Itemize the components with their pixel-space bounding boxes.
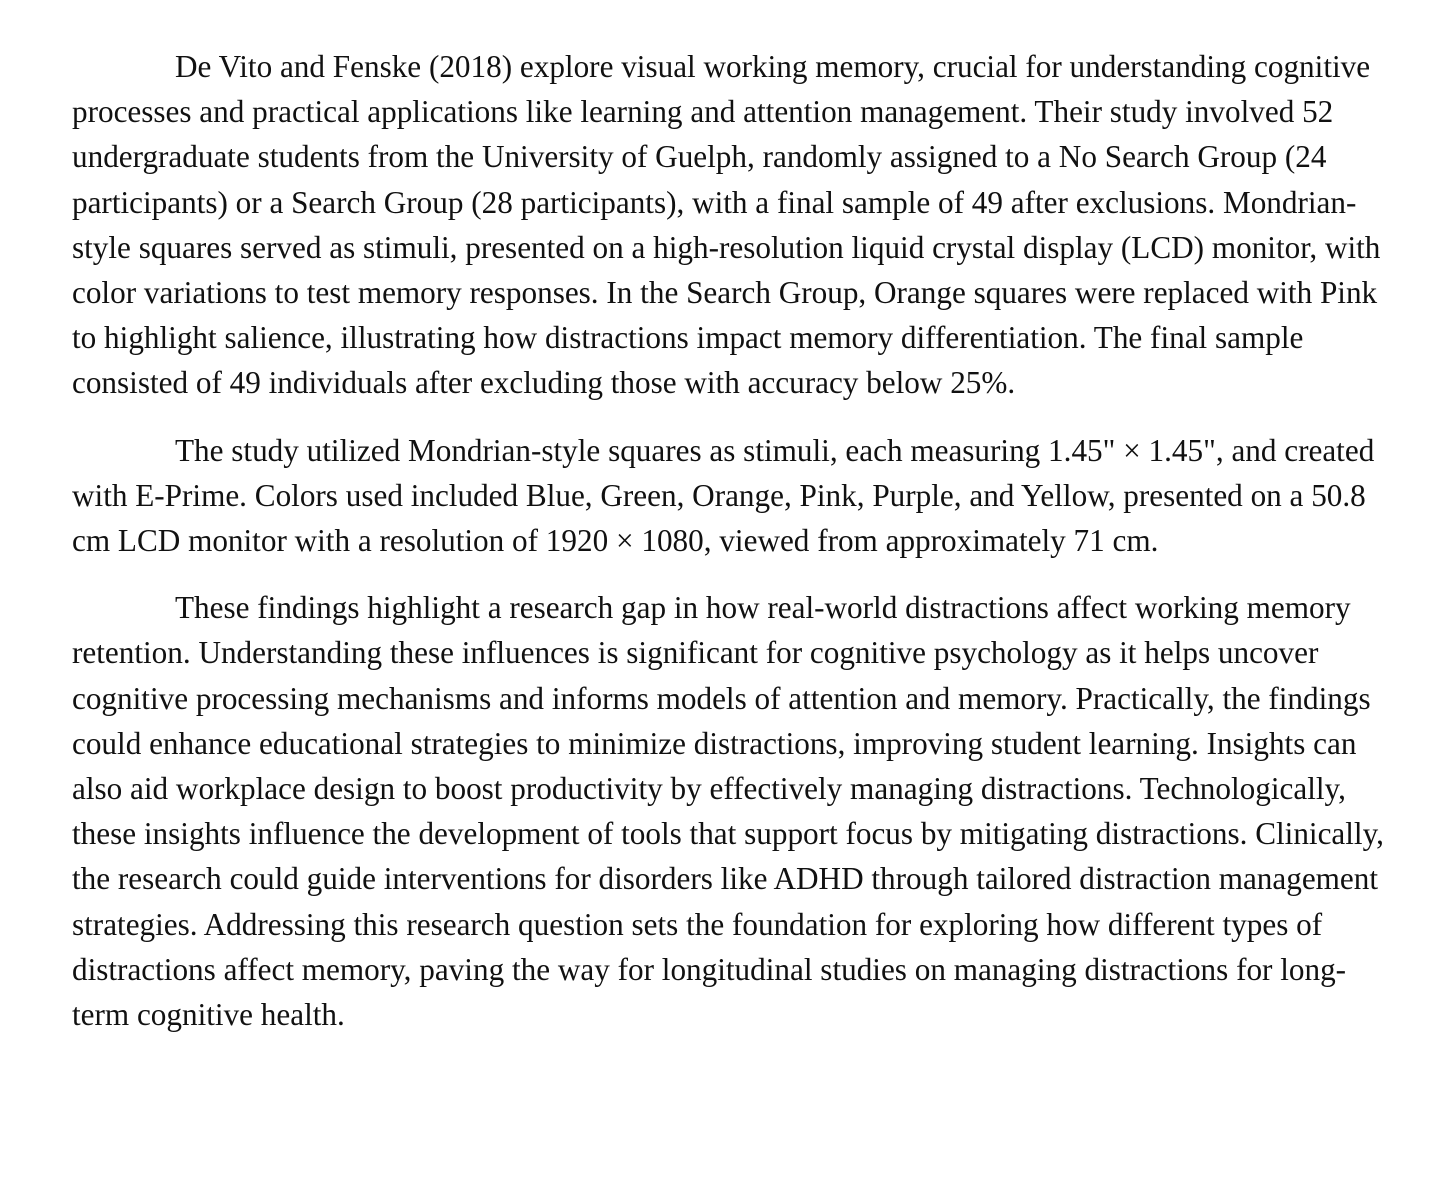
paragraph-study-overview: De Vito and Fenske (2018) explore visual working memory, crucial for understanding cognitive processes and practical applications like learning and attention management. Their study involved 52 undergraduate students from the University of Guelph, randomly assigned to a No Search Group (24 participants) or a Search Group (28 participants), with a final sample of 49 after exclusions. Mondrian-style squares served as stimuli, presented on a high-resolution liquid crystal display (LCD) monitor, with color variations to test memory responses. In the Search Group, Orange squares were replaced with Pink to highlight salience, illustrating how distractions impact memory differentiation. The final sample consisted of 49 individuals after excluding those with accuracy below 25%.	[72, 49, 1381, 401]
paragraph-research-gap: These findings highlight a research gap in how real-world distractions affect working memory retention. Understanding these influences is significant for cognitive psychology as it helps uncover cognitive processing mechanisms and informs models of attention and memory. Practically, the findings could enhance educational strategies to minimize distractions, improving student learning. Insights can also aid workplace design to boost productivity by effectively managing distractions. Technologically, these insights influence the development of tools that support focus by mitigating distractions. Clinically, the research could guide interventions for disorders like ADHD through tailored distraction management strategies. Addressing this research question sets the foundation for exploring how different types of distractions affect memory, paving the way for longitudinal studies on managing distractions for long-term cognitive health.	[72, 590, 1384, 1033]
paragraph-stimuli-details: The study utilized Mondrian-style squares as stimuli, each measuring 1.45" × 1.45", and created with E-Prime. Colors used included Blue, Green, Orange, Pink, Purple, and Yellow, presented on a 50.8 cm LCD monitor with a resolution of 1920 × 1080, viewed from approximately 71 cm.	[72, 432, 1375, 559]
document-body	[72, 44, 1398, 1037]
